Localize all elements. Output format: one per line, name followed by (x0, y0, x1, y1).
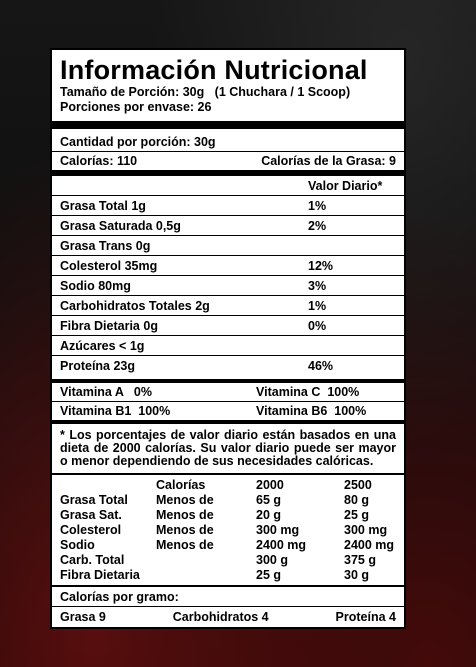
reference-cell: 300 mg (256, 522, 300, 537)
nutrient-name: Fibra Dietaria 0g (60, 318, 158, 333)
vitamin-row (52, 402, 404, 421)
reference-cell: 2500 (344, 477, 372, 492)
calories-per-gram: Calorías por gramo: (52, 587, 404, 607)
nutrient-dv: 46% (308, 358, 334, 373)
serving-size: Tamaño de Porción: 30g (1 Chuchara / 1 Scoop) (60, 85, 351, 99)
reference-cell: 20 g (256, 507, 282, 522)
reference-cell: Fibra Dietaria (60, 567, 140, 582)
label-header (52, 50, 404, 129)
nutrient-list (52, 196, 404, 375)
reference-cell: Grasa Sat. (60, 507, 122, 522)
reference-table (52, 475, 404, 587)
reference-cell: Carb. Total (60, 552, 125, 567)
nutrient-row (52, 216, 404, 236)
reference-cell: Menos de (156, 522, 214, 537)
reference-cell: 25 g (256, 567, 282, 582)
reference-cell: Menos de (156, 507, 214, 522)
nutrient-dv: 2% (308, 218, 327, 233)
reference-row (60, 537, 396, 552)
per-gram-carb: Carbohidratos 4 (172, 610, 269, 624)
nutrient-name: Carbohidratos Totales 2g (60, 298, 210, 313)
per-gram-protein: Proteína 4 (335, 610, 396, 624)
reference-row (60, 567, 396, 582)
nutrient-name: Grasa Trans 0g (60, 238, 151, 253)
reference-cell: Menos de (156, 537, 214, 552)
reference-cell: 2400 mg (344, 537, 395, 552)
reference-cell: 300 mg (344, 522, 388, 537)
vitamin-list (52, 379, 404, 421)
reference-cell: Colesterol (60, 522, 122, 537)
vitamin-right: Vitamina C 100% (256, 385, 360, 399)
nutrient-name: Grasa Saturada 0,5g (60, 218, 181, 233)
calories: Calorías: 110 (60, 154, 138, 168)
per-gram-fat: Grasa 9 (60, 610, 106, 624)
reference-row (60, 477, 396, 492)
amount-per-serving: Cantidad por porción: 30g (60, 135, 216, 149)
nutrient-name: Proteína 23g (60, 358, 136, 373)
reference-cell: 30 g (344, 567, 370, 582)
reference-cell: Grasa Total (60, 492, 128, 507)
reference-cell: 2000 (256, 477, 284, 492)
nutrient-row (52, 356, 404, 375)
nutrient-dv: 1% (308, 298, 327, 313)
vitamin-left: Vitamina B1 100% (60, 404, 171, 418)
reference-row (60, 522, 396, 537)
reference-cell: 25 g (344, 507, 370, 522)
nutrient-name: Colesterol 35mg (60, 258, 158, 273)
reference-cell: Menos de (156, 492, 214, 507)
reference-cell: Sodio (60, 537, 95, 552)
vitamin-left: Vitamina A 0% (60, 385, 152, 399)
reference-cell: Calorías (156, 477, 206, 492)
amount-per-serving-row (52, 133, 404, 152)
nutrient-dv: 12% (308, 258, 334, 273)
footnote: * Los porcentajes de valor diario están basados en una dieta de 2000 calorías. Su valor diario puede ser mayor o menor dependiendo de sus necesidades calóricas. (52, 421, 404, 475)
dv-header-row (52, 176, 404, 196)
calories-row (52, 152, 404, 176)
reference-cell: 80 g (344, 492, 370, 507)
nutrient-name: Sodio 80mg (60, 278, 131, 293)
reference-cell: 300 g (256, 552, 288, 567)
nutrient-name: Grasa Total 1g (60, 198, 146, 213)
reference-cell: 2400 mg (256, 537, 307, 552)
nutrient-row (52, 336, 404, 356)
vitamin-right: Vitamina B6 100% (256, 404, 367, 418)
nutrition-facts-panel (50, 48, 406, 629)
nutrient-dv: 1% (308, 198, 327, 213)
reference-cell: 65 g (256, 492, 282, 507)
reference-row (60, 507, 396, 522)
nutrient-dv: 3% (308, 278, 327, 293)
dv-header: Valor Diario* (308, 178, 383, 193)
vitamin-row (52, 383, 404, 402)
per-gram-row (52, 607, 404, 627)
calories-from-fat: Calorías de la Grasa: 9 (261, 154, 396, 168)
nutrient-dv: 0% (308, 318, 327, 333)
nutrient-row (52, 316, 404, 336)
reference-row (60, 492, 396, 507)
nutrient-name: Azúcares < 1g (60, 338, 145, 353)
reference-row (60, 552, 396, 567)
nutrient-row (52, 256, 404, 276)
nutrient-row (52, 276, 404, 296)
nutrient-row (52, 196, 404, 216)
nutrient-row (52, 296, 404, 316)
label-title: Información Nutricional (60, 55, 368, 85)
nutrient-row (52, 236, 404, 256)
servings-per-container: Porciones por envase: 26 (60, 100, 212, 114)
reference-cell: 375 g (344, 552, 376, 567)
